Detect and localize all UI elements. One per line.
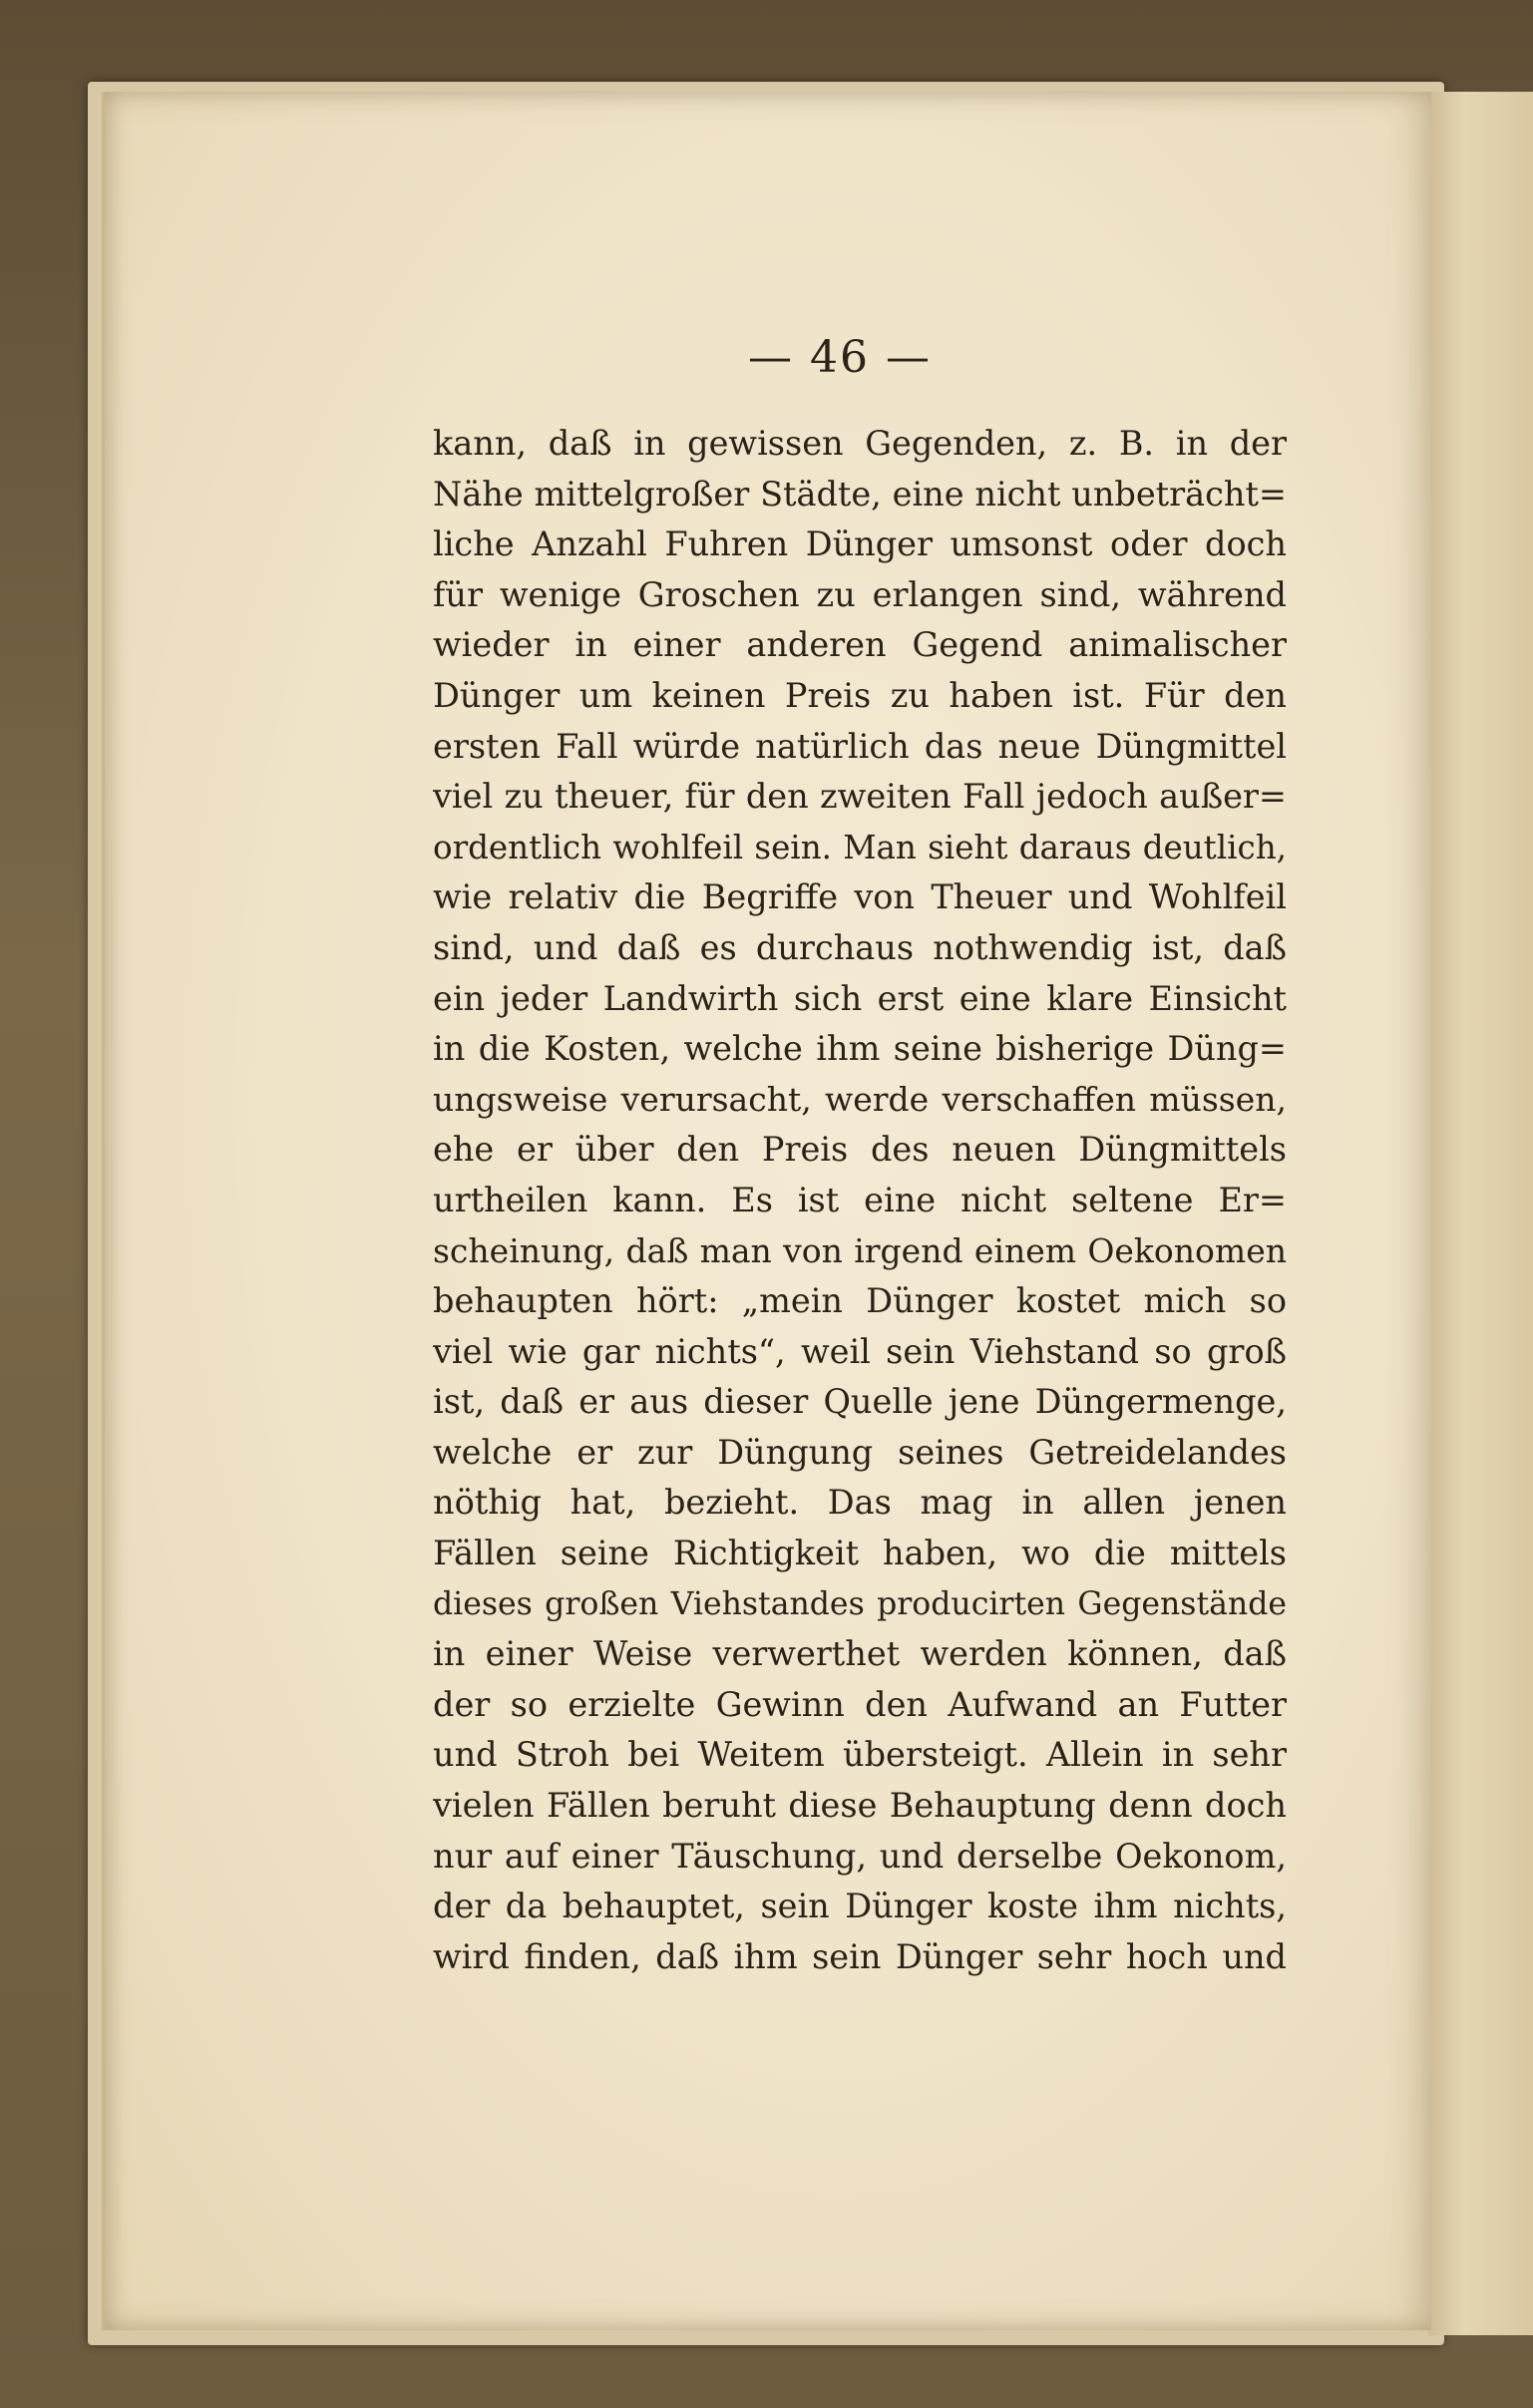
text-line: ordentlich wohlfeil sein. Man sieht daraus deutlich, (433, 828, 1287, 866)
text-line: für wenige Groschen zu erlangen sind, während (433, 574, 1287, 614)
text-line: behaupten hört: „mein Dünger kostet mich so (433, 1281, 1287, 1321)
text-line: Dünger um keinen Preis zu haben ist. Für den (433, 675, 1287, 715)
text-line: ersten Fall würde natürlich das neue Düngmittel (433, 726, 1287, 766)
text-line: der so erzielte Gewinn den Aufwand an Futter (433, 1684, 1287, 1724)
text-line: wird finden, daß ihm sein Dünger sehr hoch und (433, 1936, 1287, 1976)
text-line: dieses großen Viehstandes producirten Gegenstände (433, 1585, 1287, 1622)
text-line: viel zu theuer, für den zweiten Fall jedoch außer= (433, 777, 1287, 817)
text-line: Nähe mittelgroßer Städte, eine nicht unbeträcht= (433, 474, 1287, 514)
text-line: Fällen seine Richtigkeit haben, wo die mittels (433, 1534, 1287, 1573)
text-line: und Stroh bei Weitem übersteigt. Allein in sehr (433, 1735, 1287, 1775)
text-line: scheinung, daß man von irgend einem Oekonomen (433, 1230, 1287, 1270)
text-line: sind, und daß es durchaus nothwendig ist, daß (433, 927, 1287, 967)
text-line: kann, daß in gewissen Gegenden, z. B. in der (433, 424, 1287, 463)
text-line: wie relativ die Begriffe von Theuer und Wohlfeil (433, 877, 1287, 917)
text-line: liche Anzahl Fuhren Dünger umsonst oder doch (433, 524, 1287, 564)
text-line: welche er zur Düngung seines Getreidelandes (433, 1432, 1287, 1472)
text-line: ehe er über den Preis des neuen Düngmittels (433, 1130, 1287, 1170)
text-line: der da behauptet, sein Dünger koste ihm nichts, (433, 1887, 1287, 1926)
text-line: ein jeder Landwirth sich erst eine klare Einsicht (433, 978, 1287, 1018)
body-text (433, 419, 1287, 1982)
text-line: nöthig hat, bezieht. Das mag in allen jenen (433, 1483, 1287, 1523)
text-line: ungsweise verursacht, werde verschaffen müssen, (433, 1079, 1287, 1119)
text-line: nur auf einer Täuschung, und derselbe Oekonom, (433, 1836, 1287, 1876)
text-line: viel wie gar nichts“, weil sein Viehstand so groß (433, 1331, 1287, 1371)
text-line: in die Kosten, welche ihm seine bisherige Düng= (433, 1029, 1287, 1069)
text-line: vielen Fällen beruht diese Behauptung denn doch (433, 1786, 1287, 1826)
text-line: wieder in einer anderen Gegend animalischer (433, 625, 1287, 665)
text-line: urtheilen kann. Es ist eine nicht seltene Er= (433, 1180, 1287, 1219)
text-line: ist, daß er aus dieser Quelle jene Düngermenge, (433, 1382, 1287, 1422)
text-line: in einer Weise verwerthet werden können, daß (433, 1634, 1287, 1674)
page-number: — 46 — (748, 332, 932, 383)
facing-page-edge (1428, 92, 1533, 2335)
